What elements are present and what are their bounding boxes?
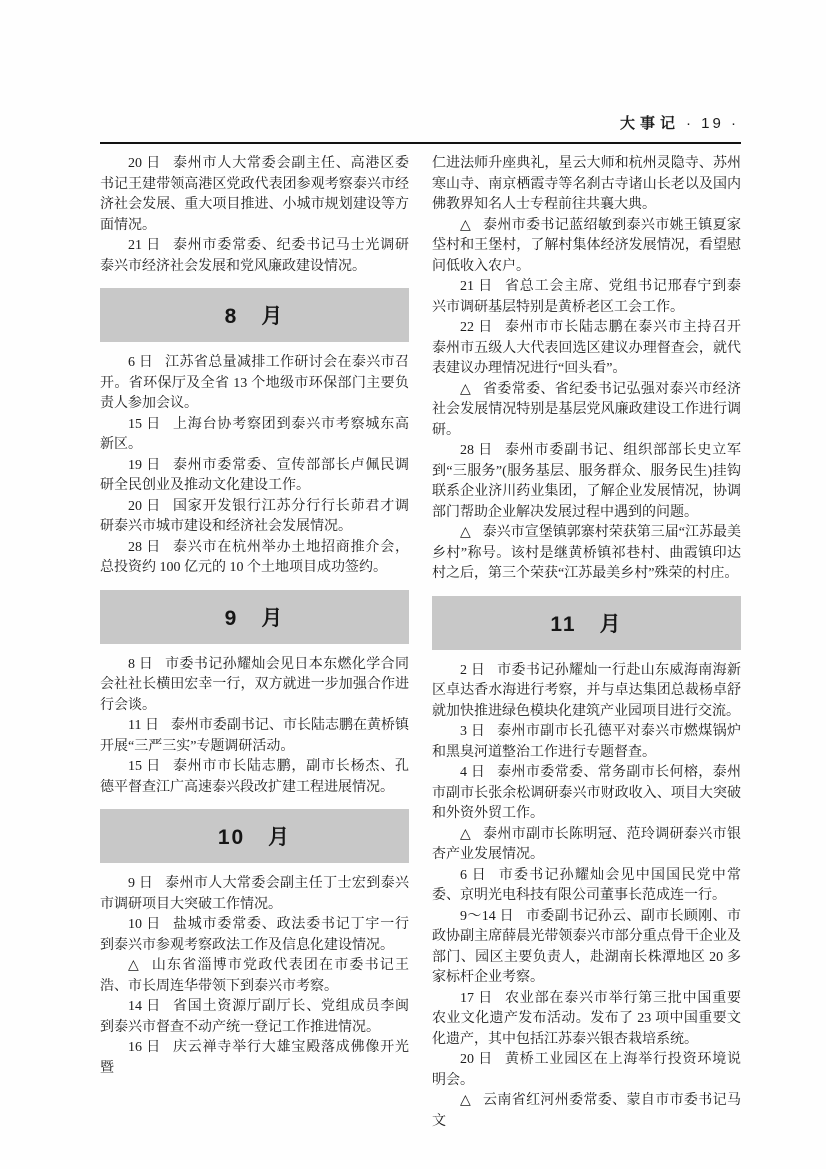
entry-text: 泰州市委副书记、市长陆志鹏在黄桥镇开展“三严三实”专题调研活动。 (100, 718, 410, 754)
continuation-paragraph (432, 154, 741, 216)
entry-date: △ (128, 958, 140, 973)
entry-date: △ (460, 826, 472, 842)
entry-text: 云南省红河州委常委、蒙自市市委书记马文 (432, 1093, 741, 1129)
entry-text: 泰州市副市长陈明冠、范玲调研泰兴市银杏产业发展情况。 (432, 826, 741, 862)
page-header-title: 大事记 (619, 115, 680, 132)
entry-date: 28 日 (128, 539, 162, 555)
entry-text: 泰州市委常委、宣传部部长卢佩民调研全民创业及推动文化建设工作。 (100, 457, 410, 493)
entry-text: 泰州市委副书记、组织部部长史立军到“三服务”(服务基层、服务群众、服务民生)挂钩联系企业济川药业集团，了解企业发展情况，协调部门帮助企业解决发展过程中遇到的问题。 (432, 443, 742, 520)
entry-date: 3 日 (460, 724, 486, 739)
month-heading-november (432, 596, 741, 650)
event-entry (100, 538, 409, 579)
entry-date: 15 日 (128, 759, 162, 774)
event-entry (432, 989, 741, 1051)
entry-date: 28 日 (460, 443, 494, 458)
right-column (432, 154, 741, 1132)
entry-text: 市委副书记孙云、副市长顾刚、市政协副主席薛晨光带领泰兴市部分重点骨干企业及部门、园区主要负责人，赴湖南长株潭地区 20 多家标杆企业考察。 (432, 908, 741, 985)
entry-text: 市委书记孙耀灿会见中国国民党中常委、京明光电科技有限公司董事长范成连一行。 (432, 867, 742, 903)
event-entry (100, 956, 409, 997)
event-entry (432, 318, 741, 380)
entry-text: 盐城市委常委、政法委书记丁宇一行到泰兴市参观考察政法工作及信息化建设情况。 (100, 917, 410, 953)
event-entry (432, 1050, 741, 1091)
entry-text: 泰州市委常委、纪委书记马士光调研泰兴市经济社会发展和党风廉政建设情况。 (100, 238, 410, 274)
entry-date: 10 日 (128, 917, 162, 932)
entry-text: 山东省淄博市党政代表团在市委书记王浩、市长周连华带领下到泰兴市考察。 (100, 958, 409, 994)
entry-text: 泰州市委常委、常务副市长何榕，泰州市副市长张余松调研泰兴市财政收入、项目大突破和外资外贸工作。 (432, 765, 741, 821)
event-entry (100, 353, 409, 415)
event-entry (100, 1038, 409, 1079)
entry-date: △ (460, 217, 472, 233)
event-entry (432, 380, 741, 442)
entry-text: 泰兴市在杭州举办土地招商推介会，总投资约 100 亿元的 10 个土地项目成功签约。 (100, 539, 410, 575)
left-column (100, 154, 409, 1132)
entry-date: 2 日 (460, 662, 486, 678)
entry-date: 9 日 (128, 876, 154, 891)
event-entry (432, 523, 741, 585)
event-entry (100, 915, 409, 956)
event-entry (432, 1091, 741, 1132)
event-entry (432, 907, 741, 989)
entry-date: 22 日 (460, 320, 494, 335)
month-heading-october (100, 809, 409, 863)
event-entry (100, 497, 409, 538)
event-entry (100, 655, 409, 717)
event-entry (432, 277, 741, 318)
event-entry (432, 216, 741, 278)
entry-date: 17 日 (460, 990, 494, 1006)
entry-text: 黄桥工业园区在上海举行投资环境说明会。 (432, 1052, 742, 1088)
entry-text: 泰州市副市长孔德平对泰兴市燃煤锅炉和黑臭河道整治工作进行专题督查。 (432, 724, 741, 760)
entry-text: 国家开发银行江苏分行行长茆君才调研泰兴市城市建设和经济社会发展情况。 (100, 498, 410, 534)
month-label: 11 月 (550, 612, 623, 636)
entry-date: 21 日 (460, 279, 494, 294)
entry-date: 8 日 (128, 656, 154, 672)
entry-date: △ (460, 525, 471, 540)
event-entry (100, 456, 409, 497)
event-entry (432, 722, 741, 763)
entry-text: 泰州市人大常委会副主任丁士宏到泰兴市调研项目大突破工作情况。 (100, 876, 409, 912)
entry-text: 泰州市人大常委会副主任、高港区委书记王建带领高港区党政代表团参观考察泰兴市经济社会发展、重大项目推进、小城市规划建设等方面情况。 (100, 156, 410, 233)
event-entry (100, 716, 409, 757)
event-entry (100, 874, 409, 915)
entry-text: 江苏省总量减排工作研讨会在泰兴市召开。省环保厅及全省 13 个地级市环保部门主要负责人参加会议。 (100, 355, 409, 411)
entry-date: 19 日 (128, 457, 162, 473)
entry-text: 泰州市市长陆志鹏，副市长杨杰、孔德平督查江广高速泰兴段改扩建工程进展情况。 (100, 759, 410, 795)
event-entry (432, 866, 741, 907)
event-entry (432, 763, 741, 825)
month-label: 9 月 (224, 606, 285, 630)
month-label: 8 月 (224, 305, 285, 328)
entry-date: 6 日 (128, 355, 154, 370)
month-heading-august (100, 288, 409, 342)
entry-text: 泰州市市长陆志鹏在泰兴市主持召开泰州市五级人大代表回选区建议办理督查会，就代表建议办理情况进行“回头看”。 (432, 320, 742, 376)
running-head (100, 112, 741, 142)
entry-date: △ (460, 381, 472, 397)
header-rule (100, 142, 741, 144)
entry-date: 16 日 (128, 1040, 162, 1055)
page-content (100, 112, 741, 1132)
entry-date: 21 日 (128, 238, 162, 253)
entry-text: 省总工会主席、党组书记邢春宁到泰兴市调研基层特别是黄桥老区工会工作。 (432, 279, 742, 315)
entry-text: 泰兴市宣堡镇郭寨村荣获第三届“江苏最美乡村”称号。该村是继黄桥镇祁巷村、曲霞镇印达村之后，第三个荣获“江苏最美乡村”殊荣的村庄。 (432, 525, 741, 581)
entry-text: 泰州市委书记蓝绍敏到泰兴市姚王镇夏家垈村和王堡村，了解村集体经济发展情况，看望慰问低收入农户。 (432, 217, 741, 274)
event-entry (100, 236, 409, 277)
entry-date: 6 日 (460, 867, 487, 883)
entry-date: 15 日 (128, 416, 162, 432)
event-entry (432, 661, 741, 723)
event-entry (100, 154, 409, 236)
entry-date: 4 日 (460, 765, 486, 780)
entry-text: 省委常委、省纪委书记弘强对泰兴市经济社会发展情况特别是基层党风廉政建设工作进行调研。 (432, 381, 741, 438)
event-entry (432, 825, 741, 866)
entry-date: △ (460, 1093, 472, 1108)
entry-text: 上海台协考察团到泰兴市考察城东高新区。 (100, 416, 410, 452)
page-number: · 19 · (685, 115, 739, 132)
entry-date: 20 日 (128, 498, 162, 514)
entry-text: 市委书记孙耀灿一行赴山东威海南海新区卓达香水海进行考察，并与卓达集团总裁杨卓舒就加快推进绿色模块化建筑产业园项目进行交流。 (432, 662, 741, 719)
entry-date: 20 日 (128, 156, 162, 171)
entry-date: 20 日 (460, 1052, 494, 1067)
entry-date: 11 日 (128, 718, 159, 733)
entry-date: 9～14 日 (460, 908, 514, 924)
entry-text: 农业部在泰兴市举行第三批中国重要农业文化遗产发布活动。发布了 23 项中国重要文化遗产，其中包括江苏泰兴银杏栽培系统。 (432, 990, 742, 1047)
entry-text: 仁进法师升座典礼，星云大师和杭州灵隐寺、苏州寒山寺、南京栖霞寺等名刹古寺诸山长老以及国内佛教界知名人士专程前往共襄大典。 (432, 156, 741, 212)
entry-text: 省国土资源厅副厅长、党组成员李闽到泰兴市督查不动产统一登记工作推进情况。 (100, 999, 410, 1035)
entry-text: 市委书记孙耀灿会见日本东燃化学合同会社社长横田宏幸一行，双方就进一步加强合作进行会谈。 (100, 656, 409, 713)
month-label: 10 月 (217, 826, 292, 849)
entry-date: 14 日 (128, 999, 162, 1014)
event-entry (100, 997, 409, 1038)
event-entry (100, 757, 409, 798)
event-entry (100, 415, 409, 456)
entry-text: 庆云禅寺举行大雄宝殿落成佛像开光暨 (100, 1040, 410, 1076)
month-heading-september (100, 590, 409, 644)
text-columns (100, 154, 741, 1132)
event-entry (432, 441, 741, 523)
